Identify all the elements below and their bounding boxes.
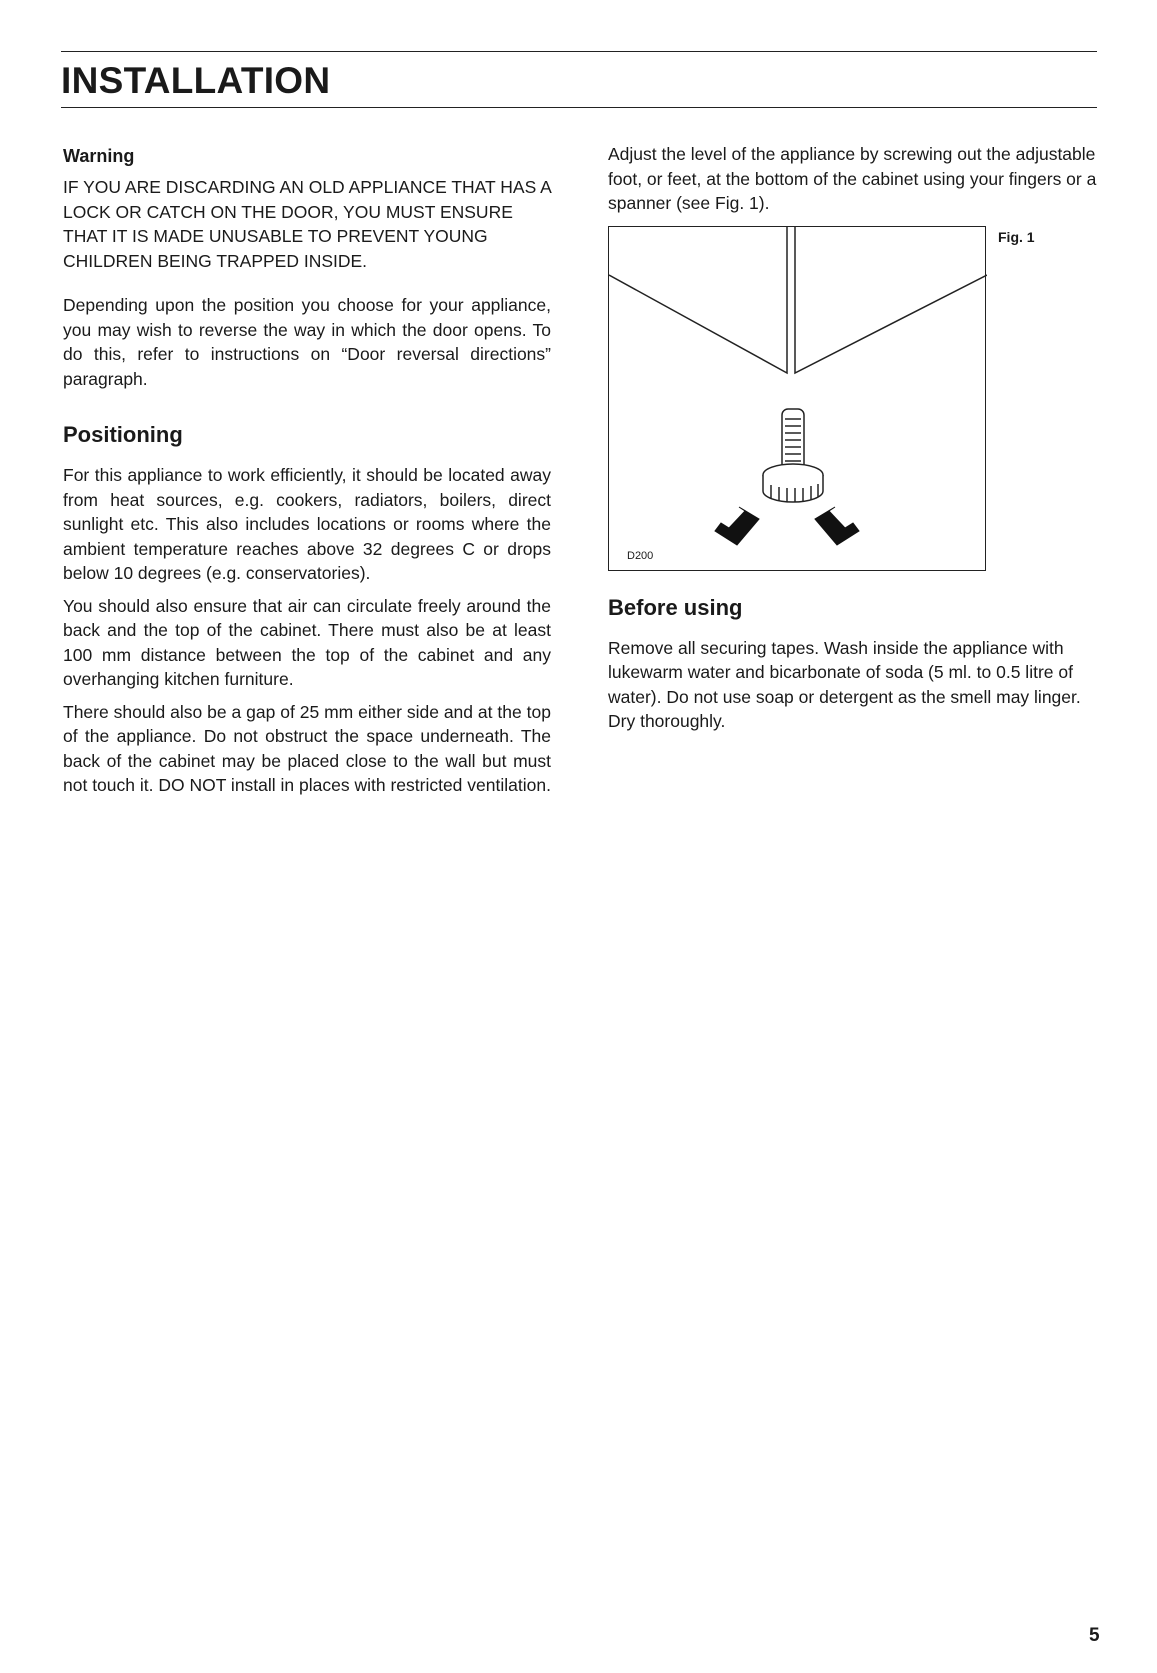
figure-1 xyxy=(608,226,1078,582)
left-column xyxy=(63,145,551,806)
figure-code: D200 xyxy=(627,549,654,562)
title-rule-top xyxy=(61,51,1097,52)
adjustable-foot-illustration xyxy=(608,226,986,571)
positioning-heading: Positioning xyxy=(63,422,183,447)
door-reversal-paragraph: Depending upon the position you choose for your appliance, you may wish to reverse the way in which the door opens. To do this, refer to instructions on “Door reversal directions” paragraph. xyxy=(63,295,551,389)
warning-text: IF YOU ARE DISCARDING AN OLD APPLIANCE THAT HAS A LOCK OR CATCH ON THE DOOR, YOU MUST ENSURE THAT IT IS MADE UNUSABLE TO PREVENT YOUNG CHILDREN BEING TRAPPED INSIDE. xyxy=(63,177,551,271)
rotate-right-arrow-icon xyxy=(815,507,859,545)
before-using-paragraph: Remove all securing tapes. Wash inside the appliance with lukewarm water and bicarbonate of soda (5 ml. to 0.5 litre of water). Do not use soap or detergent as the smell may linger. Dry thoroughly. xyxy=(608,637,1081,731)
positioning-paragraph-2: You should also ensure that air can circulate freely around the back and the top of the cabinet. There must also be at least 100 mm distance between the top of the cabinet and any overhanging kitchen furniture. xyxy=(63,595,551,689)
warning-heading: Warning xyxy=(63,146,135,166)
figure-label: Fig. 1 xyxy=(998,228,1035,245)
adjustable-foot-drawing xyxy=(609,227,987,572)
before-using-heading: Before using xyxy=(608,594,743,620)
cabinet-base-icon xyxy=(609,227,987,373)
rotate-left-arrow-icon xyxy=(715,507,759,545)
positioning-paragraph-3: There should also be a gap of 25 mm either side and at the top of the appliance. Do not obstruct the space underneath. The back of the cabinet may be placed close to the wall but must not touch it. DO NOT install in places with restricted ventilation. xyxy=(63,701,551,795)
adjust-level-paragraph: Adjust the level of the appliance by screwing out the adjustable foot, or feet, at the bottom of the cabinet using your fingers or a spanner (see Fig. 1). xyxy=(608,144,1097,213)
page-title: INSTALLATION xyxy=(61,60,331,101)
positioning-paragraph-1: For this appliance to work efficiently, it should be located away from heat sources, e.g. cookers, radiators, boilers, direct sunlight etc. This also includes locations or rooms where the ambient temperature reaches above 32 degrees C or drops below 10 degrees (e.g. conservatories). xyxy=(63,465,551,583)
right-column xyxy=(608,142,1098,742)
title-rule-bottom xyxy=(61,107,1097,108)
adjustable-foot-icon xyxy=(763,409,823,502)
page-number: 5 xyxy=(1089,1625,1100,1646)
